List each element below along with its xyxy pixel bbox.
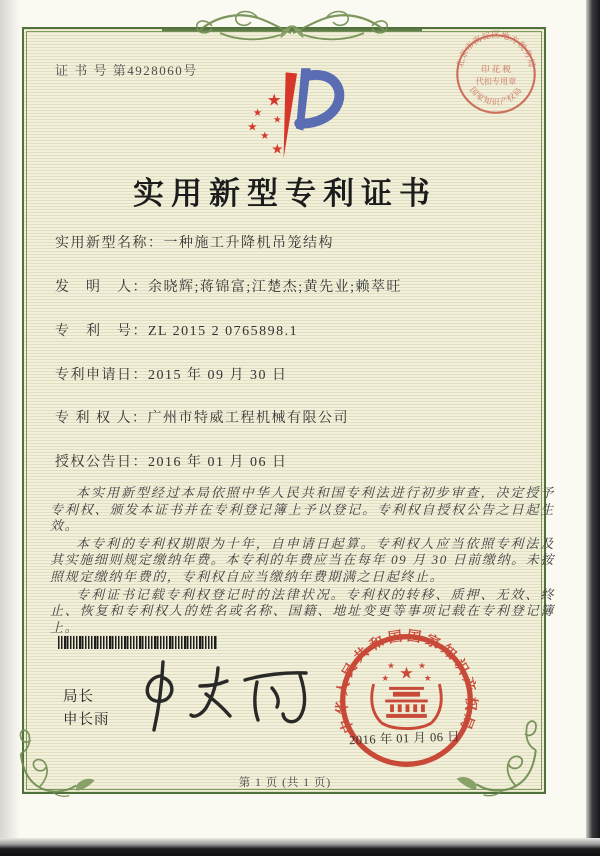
field-label: 专 利 号： (55, 324, 148, 339)
signer-title: 局长 (63, 689, 94, 705)
certificate-number: 证 书 号 第4928060号 (55, 63, 198, 78)
signer-name: 申长雨 (63, 712, 110, 728)
field-label: 发 明 人： (55, 280, 148, 295)
legal-paragraph-2: 本专利的专利权期限为十年，自申请日起算。专利权人应当依照专利法及其实施细则规定缴纳年费。本专利的年费应当在每年 09 月 30 日前缴纳。未按照规定缴纳年费的，专利权自应当缴纳年费期满之日起终止。 (50, 535, 555, 584)
field-value: 余晓辉;蒋锦富;江楚杰;黄先业;赖萃旺 (148, 280, 403, 295)
seal-date: 2016 年 01 月 06 日 (348, 729, 461, 748)
svg-text:★: ★ (252, 107, 263, 120)
field-patentee (55, 407, 535, 427)
field-value: ZL 2015 2 0765898.1 (148, 324, 299, 339)
legal-paragraph-1: 本实用新型经过本局依照中华人民共和国专利法进行初步审查，决定授予专利权、颁发本证书并在专利登记簿上予以登记。专利权自授权公告之日起生效。 (50, 485, 555, 534)
barcode (58, 636, 217, 649)
field-inventors (55, 276, 535, 296)
field-value: 一种施工升降机吊笼结构 (163, 236, 334, 251)
tax-seal-bottom-arc-text: 国家知识产权局 (467, 85, 525, 107)
tax-stamp-seal (450, 29, 542, 119)
scan-edge-right (586, 0, 600, 856)
legal-paragraph-3: 专利证书记载专利权登记时的法律状况。专利权的转移、质押、无效、终止、恢复和专利权人的姓名或名称、国籍、地址变更等事项记载在专利登记簿上。 (50, 586, 555, 635)
field-value: 广州市特威工程机械有限公司 (147, 411, 349, 426)
svg-text:★: ★ (423, 674, 432, 685)
tax-seal-center-line2: 代扣专用章 (475, 76, 517, 86)
office-seal (334, 628, 479, 773)
national-emblem-icon (372, 662, 441, 729)
page-number: 第 1 页 (共 1 页) (238, 777, 332, 789)
svg-text:国家知识产权局 (468, 85, 524, 106)
signer-block (63, 686, 110, 732)
field-grant-date (55, 451, 535, 471)
field-filing-date (55, 364, 535, 384)
svg-text:★: ★ (273, 114, 282, 126)
field-patent-number (55, 320, 535, 340)
scan-edge-bottom (0, 838, 600, 856)
cnipa-logo-icon (243, 62, 347, 166)
office-seal-arc-text: 中华人民共和国国家知识产权局 (335, 629, 478, 735)
field-label: 专 利 权 人： (55, 411, 148, 426)
field-label: 授权公告日： (55, 455, 148, 470)
field-label: 专利申请日： (55, 368, 148, 383)
svg-text:★: ★ (387, 661, 395, 672)
svg-text:★: ★ (266, 90, 282, 110)
top-border-ornament (160, 3, 424, 49)
corner-flourish-left (12, 720, 100, 804)
legal-text (50, 485, 555, 637)
svg-text:★: ★ (247, 119, 258, 134)
certificate-title: 实用新型专利证书 (133, 176, 437, 211)
svg-text:★: ★ (381, 674, 390, 685)
svg-text:★: ★ (399, 663, 414, 683)
director-signature (130, 656, 320, 736)
tax-seal-top-arc-text: 北京市海淀区地方税务局 (454, 29, 538, 69)
svg-text:★: ★ (418, 661, 426, 672)
tax-seal-center-line1: 印 花 税 (481, 64, 511, 75)
field-label: 实用新型名称： (55, 236, 164, 251)
svg-text:★: ★ (271, 141, 284, 158)
field-utility-model-name (55, 232, 535, 252)
field-value: 2016 年 01 月 06 日 (148, 455, 288, 470)
field-value: 2015 年 09 月 30 日 (148, 368, 288, 383)
svg-text:北京市海淀区地方税务局 (454, 29, 538, 69)
svg-text:★: ★ (260, 129, 270, 142)
